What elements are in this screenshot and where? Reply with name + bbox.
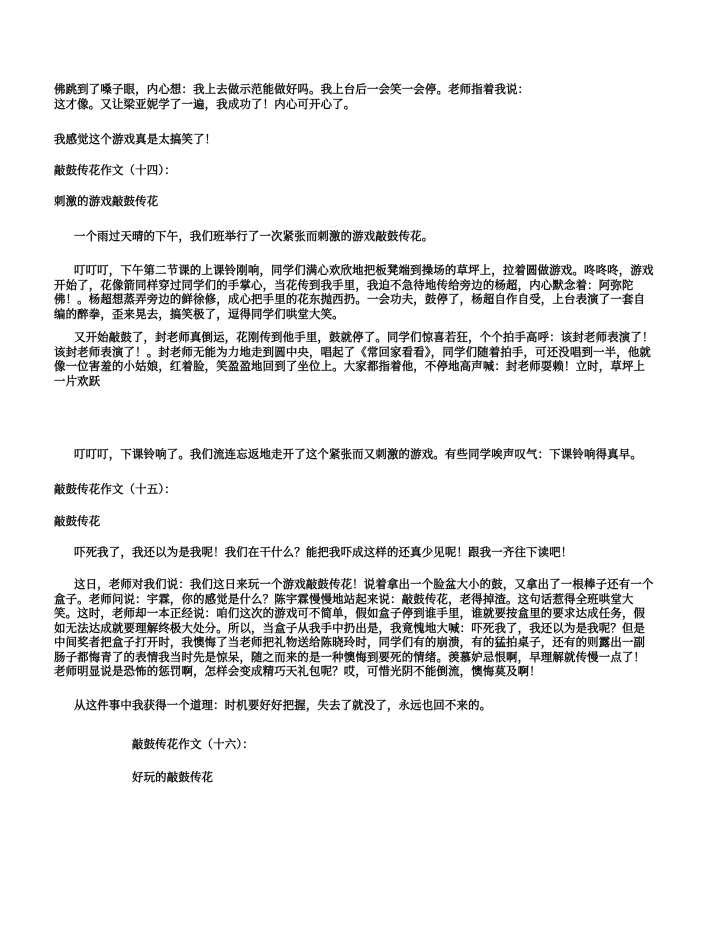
heading-essay-16: 敲鼓传花作文（十六）： xyxy=(132,737,254,751)
paragraph-teacher-feng: 又开始敲鼓了，封老师真倒运，花刚传到他手里，鼓就停了。同学们惊喜若狂，个个拍手高呼：该封老师表演了！该封老师表演了！。封老师无能为力地走到圆中央，唱起了《常回家看看》，同学们随着拍手，可还没唱到一半，他就像一位害羞的小姑娘，红着脸，笑盈盈地回到了坐位上。大家都指着他，不停地高声喊：封老师耍赖！立时，草坪上一片欢跃 xyxy=(54,330,654,388)
title-essay-16: 好玩的敲鼓传花 xyxy=(132,770,214,784)
heading-essay-14: 敲鼓传花作文（十四）： xyxy=(54,163,176,177)
title-essay-14: 刺激的游戏敲鼓传花 xyxy=(54,194,159,208)
paragraph-lesson: 从这件事中我获得一个道理：时机要好好把握，失去了就没了，永远也回不来的。 xyxy=(74,698,492,712)
paragraph-funny: 我感觉这个游戏真是太搞笑了！ xyxy=(54,132,217,146)
paragraph-rainy-afternoon: 一个雨过天晴的下午，我们班举行了一次紧张而刺激的游戏敲鼓传花。 xyxy=(74,229,434,243)
paragraph-game-start: 叮叮叮，下午第二节课的上课铃刚响，同学们满心欢欣地把板凳端到操场的草坪上，拉着圆做游戏。咚咚咚，游戏开始了，花像箭同样穿过同学们的手掌心，当花传到我手里，我迫不急待地传给旁边的杨超，内心默念着：阿弥陀佛！。杨超想蒸弄旁边的鲜徐修，成心把手里的花东抛西扔。一会功夫，鼓停了，杨超自作自受，上台表演了一套自编的醉拳，歪来晃去，搞笑极了，逗得同学们哄堂大笑。 xyxy=(54,263,654,321)
paragraph-intro: 佛跳到了嗓子眼，内心想：我上去做示范能做好吗。我上台后一会笑一会停。老师指着我说： 这才像。又让梁亚妮学了一遍，我成功了！内心可开心了。 xyxy=(54,82,530,111)
paragraph-scared: 吓死我了，我还以为是我呢！我们在干什么？能把我吓成这样的还真少见呢！跟我一齐往下读吧！ xyxy=(74,545,573,559)
paragraph-this-day: 这日，老师对我们说：我们这日来玩一个游戏敲鼓传花！说着拿出一个脸盆大小的鼓，又拿出了一根棒子还有一个盒子。老师问说：宇霖，你的感觉是什么？陈宇霖慢慢地站起来说：敲鼓传花，老得掉渣。这句话惹得全班哄堂大笑。这时，老师却一本正经说：咱们这次的游戏可不简单，假如盒子停到谁手里，谁就要按盒里的要求达成任务，假如无法达成就要理解终极大处分。所以，当盒子从我手中扔出是，我竟愧地大喊：吓死我了，我还以为是我呢？但是中间奖者把盒子打开时，我懊悔了当老师把礼物送给陈晓玲时，同学们有的崩溃，有的猛拍桌子，还有的则露出一副肠子都悔青了的表情我当时先是惊呆，随之而来的是一种懊悔到要死的情绪。羡慕妒忌恨啊，早理解就传慢一点了！老师明显说是恐怖的惩罚啊，怎样会变成精巧天礼包呢？哎，可惜光阴不能倒流，懊悔莫及啊！ xyxy=(54,577,654,678)
paragraph-class-ends: 叮叮叮，下课铃响了。我们流连忘返地走开了这个紧张而又刺激的游戏。有些同学唉声叹气：下课铃响得真早。 xyxy=(74,447,642,461)
title-essay-15: 敲鼓传花 xyxy=(54,514,101,528)
heading-essay-15: 敲鼓传花作文（十五）： xyxy=(54,482,176,496)
